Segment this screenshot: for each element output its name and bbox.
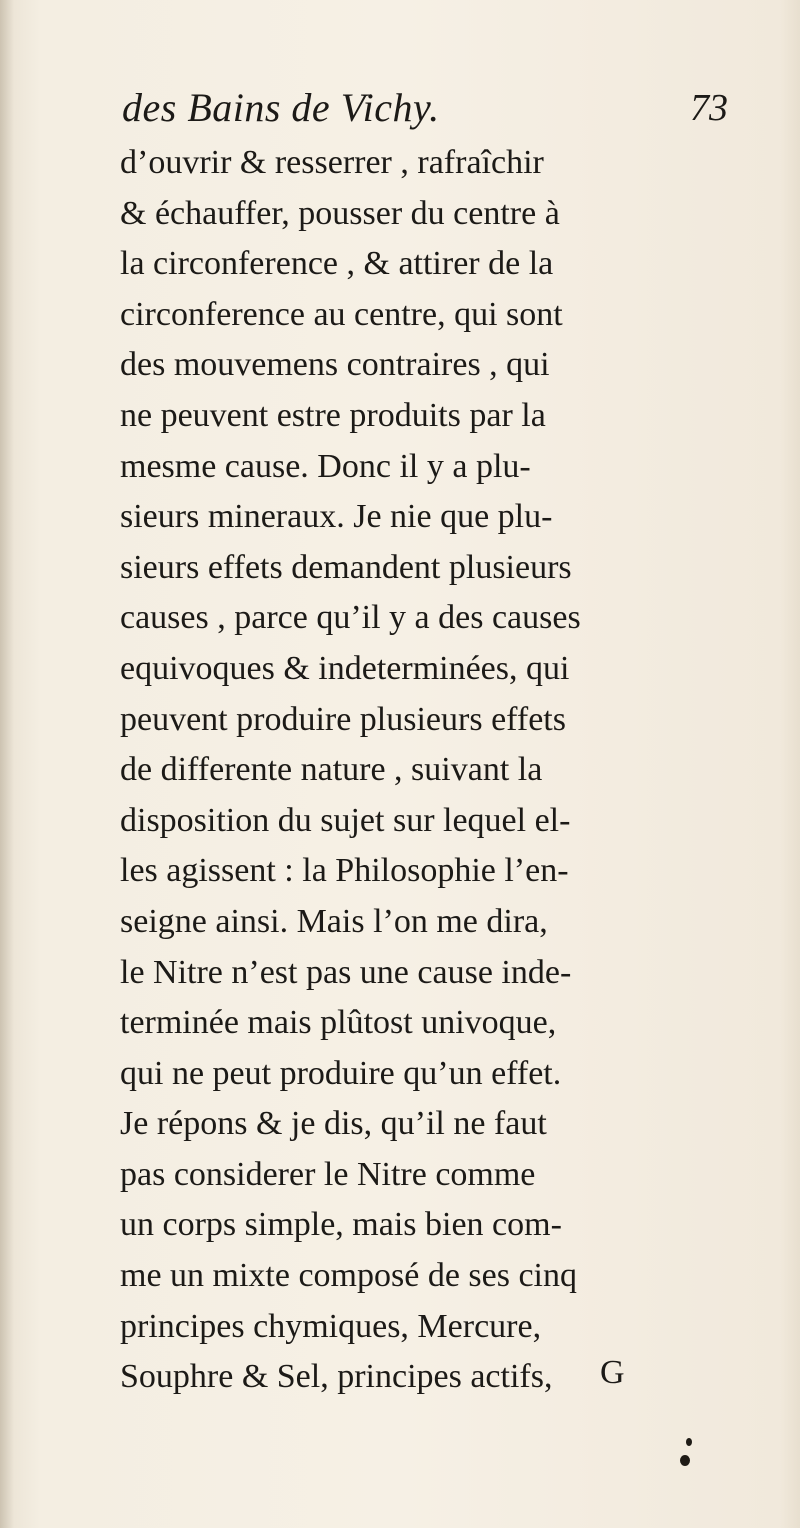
text-line: la circonference , & attirer de la <box>120 245 554 283</box>
text-line: des mouvemens contraires , qui <box>120 346 550 384</box>
text-line: qui ne peut produire qu’un effet. <box>120 1054 562 1092</box>
page-number: 73 <box>690 87 728 129</box>
running-head-title: des Bains de Vichy. <box>122 85 440 130</box>
text-line: ne peuvent estre produits par la <box>120 396 546 434</box>
catchword-signature: G <box>600 1354 625 1391</box>
gutter-shadow <box>0 0 14 1528</box>
text-line: equivoques & indeterminées, qui <box>120 649 570 687</box>
text-line: pas considerer le Nitre comme <box>120 1155 536 1193</box>
text-line: sieurs effets demandent plusieurs <box>120 548 572 586</box>
body-text <box>120 138 640 1403</box>
text-line: me un mixte composé de ses cinq <box>120 1257 578 1295</box>
text-line: d’ouvrir & resserrer , rafraîchir <box>120 144 544 181</box>
text-line: principes chymiques, Mercure, <box>120 1307 542 1345</box>
text-line: les agissent : la Philosophie l’en- <box>120 852 569 890</box>
text-line: de differente nature , suivant la <box>120 751 543 789</box>
text-line: Souphre & Sel, principes actifs, <box>120 1358 553 1396</box>
text-line: circonference au centre, qui sont <box>120 295 563 333</box>
ink-spot <box>680 1455 690 1466</box>
running-head <box>0 85 800 130</box>
text-line: Je répons & je dis, qu’il ne faut <box>120 1105 547 1143</box>
text-line: le Nitre n’est pas une cause inde- <box>120 953 572 991</box>
text-line: mesme cause. Donc il y a plu- <box>120 447 531 485</box>
ink-spot <box>686 1438 692 1446</box>
text-line: terminée mais plûtost univoque, <box>120 1004 557 1042</box>
text-line: sieurs mineraux. Je nie que plu- <box>120 498 553 536</box>
text-line: peuvent produire plusieurs effets <box>120 700 566 738</box>
text-line: un corps simple, mais bien com- <box>120 1206 562 1244</box>
text-line: seigne ainsi. Mais l’on me dira, <box>120 902 548 940</box>
text-line: & échauffer, pousser du centre à <box>120 194 560 232</box>
text-line: causes , parce qu’il y a des causes <box>120 599 581 637</box>
text-line: disposition du sujet sur lequel el- <box>120 801 571 839</box>
